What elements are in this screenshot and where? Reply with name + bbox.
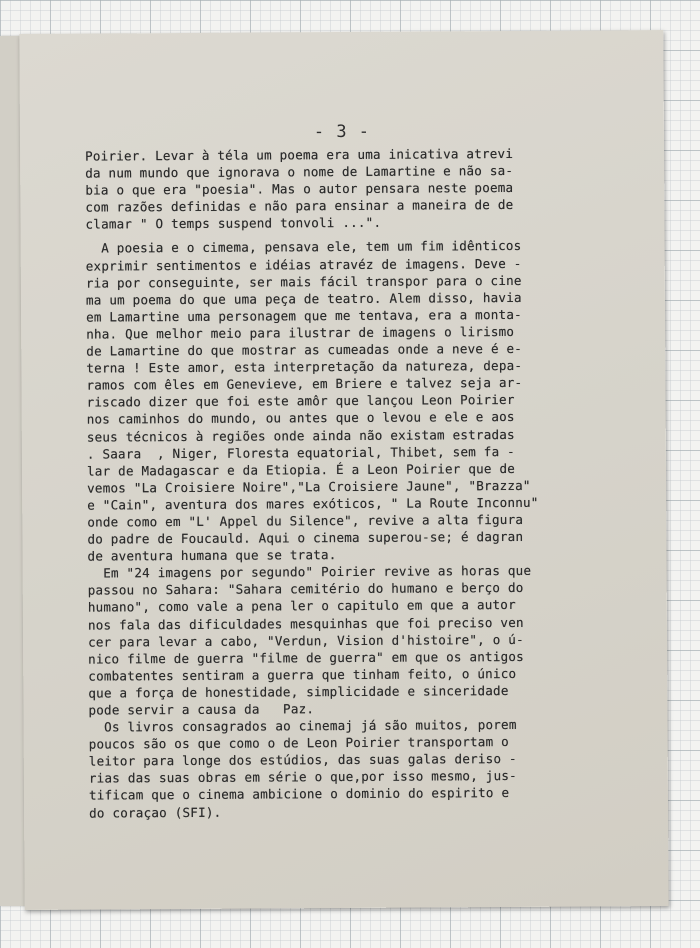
text-line: e "Cain", aventura dos mares exóticos, " La Route Inconnu" (87, 494, 539, 513)
text-line: nha. Que melhor meio para ilustrar de imagens o lirismo (86, 323, 515, 342)
text-line: Em "24 imagens por segundo" Poirier revive as horas que (87, 563, 532, 581)
text-line: combatentes sentiram a guerra que tinham feito, o único (88, 665, 517, 684)
text-line: de aventura humana que se trata. (87, 547, 337, 564)
paragraph-2 (86, 237, 648, 565)
text-line: cer para levar a cabo, "Verdun, Vision d'histoire", o ú- (87, 631, 524, 650)
paragraph-4 (89, 715, 650, 821)
paragraph-3 (88, 561, 649, 718)
text-line: A poesia e o cimema, pensava ele, tem um fim idênticos (85, 238, 522, 257)
text-line: . Saara , Niger, Floresta equatorial, Thibet, sem fa - (86, 443, 515, 462)
text-line: da num mundo que ignorava o nome de Lamartine e não sa- (85, 163, 514, 181)
text-line: em Lamartine uma personagem que me tentava, era a monta- (86, 306, 522, 325)
text-line: bia o que era "poesia". Mas o autor pensara neste poema (85, 180, 514, 198)
text-line: ramos com êles em Genevieve, em Briere e talvez seja ar- (86, 375, 523, 393)
text-line: onde como em "L' Appel du Silence", revive a alta figura (87, 511, 524, 530)
text-line: ma um poema do que uma peça de teatro. Alem disso, havia (85, 289, 522, 308)
text-line: poucos são os que como o de Leon Poirier transportam o (88, 734, 509, 752)
text-line: exprimir sentimentos e idéias atravéz de imagens. Deve - (85, 255, 522, 274)
text-line: riscado dizer que foi este amôr que lançou Leon Poirier (86, 392, 515, 410)
text-line: rias das suas obras em série o que,por isso mesmo, jus- (88, 768, 517, 786)
text-line: do padre de Foucauld. Aqui o cinema superou-se; é dagran (87, 528, 524, 547)
text-line: humano", como vale a pena ler o capitulo em que a autor (87, 597, 516, 616)
text-line: nos caminhos do mundo, ou antes que o levou e ele e aos (86, 409, 515, 427)
text-line: com razões definidas e não para ensinar a maneira de de (85, 197, 514, 215)
paragraph-1 (85, 144, 646, 233)
text-line: nos fala das dificuldades mesquinhas que foi preciso ven (87, 614, 524, 633)
page-number: - 3 - (313, 121, 371, 143)
text-line: pode servir a causa da Paz. (88, 701, 315, 718)
typewritten-page (19, 30, 668, 910)
text-line: que a força de honestidade, simplicidade e sinceridade (88, 682, 509, 701)
text-line: Os livros consagrados ao cinemaj já são muitos, porem (88, 717, 517, 735)
text-line: ria por conseguinte, ser mais fácil transpor para o cine (85, 272, 522, 291)
text-line: vemos "La Croisiere Noire","La Croisiere Jaune", "Brazza" (87, 477, 531, 496)
text-line: de Lamartine do que mostrar as cumeadas onde a neve é e- (86, 340, 523, 359)
text-line: do coraçao (SFI). (89, 804, 222, 821)
text-line: nico filme de guerra "filme de guerra" em que os antigos (88, 648, 524, 667)
text-line: lar de Madagascar e da Etiopia. É a Leon Poirier que de (86, 460, 516, 479)
text-line: Poirier. Levar à téla um poema era uma inicativa atrevi (85, 145, 514, 164)
text-line: tificam que o cinema ambicione o dominio do espirito e (88, 785, 510, 804)
document-body (85, 144, 649, 821)
text-line: seus técnicos à regiões onde ainda não existam estradas (86, 426, 515, 445)
text-line: leitor para longe dos estúdios, das suas galas deriso - (88, 751, 517, 769)
text-line: terna ! Este amor, esta interpretação da natureza, depa- (86, 358, 523, 376)
text-line: passou no Sahara: "Sahara cemitério do humano e berço do (87, 580, 524, 598)
text-line: clamar " O temps suspend tonvoli ...". (85, 215, 382, 232)
